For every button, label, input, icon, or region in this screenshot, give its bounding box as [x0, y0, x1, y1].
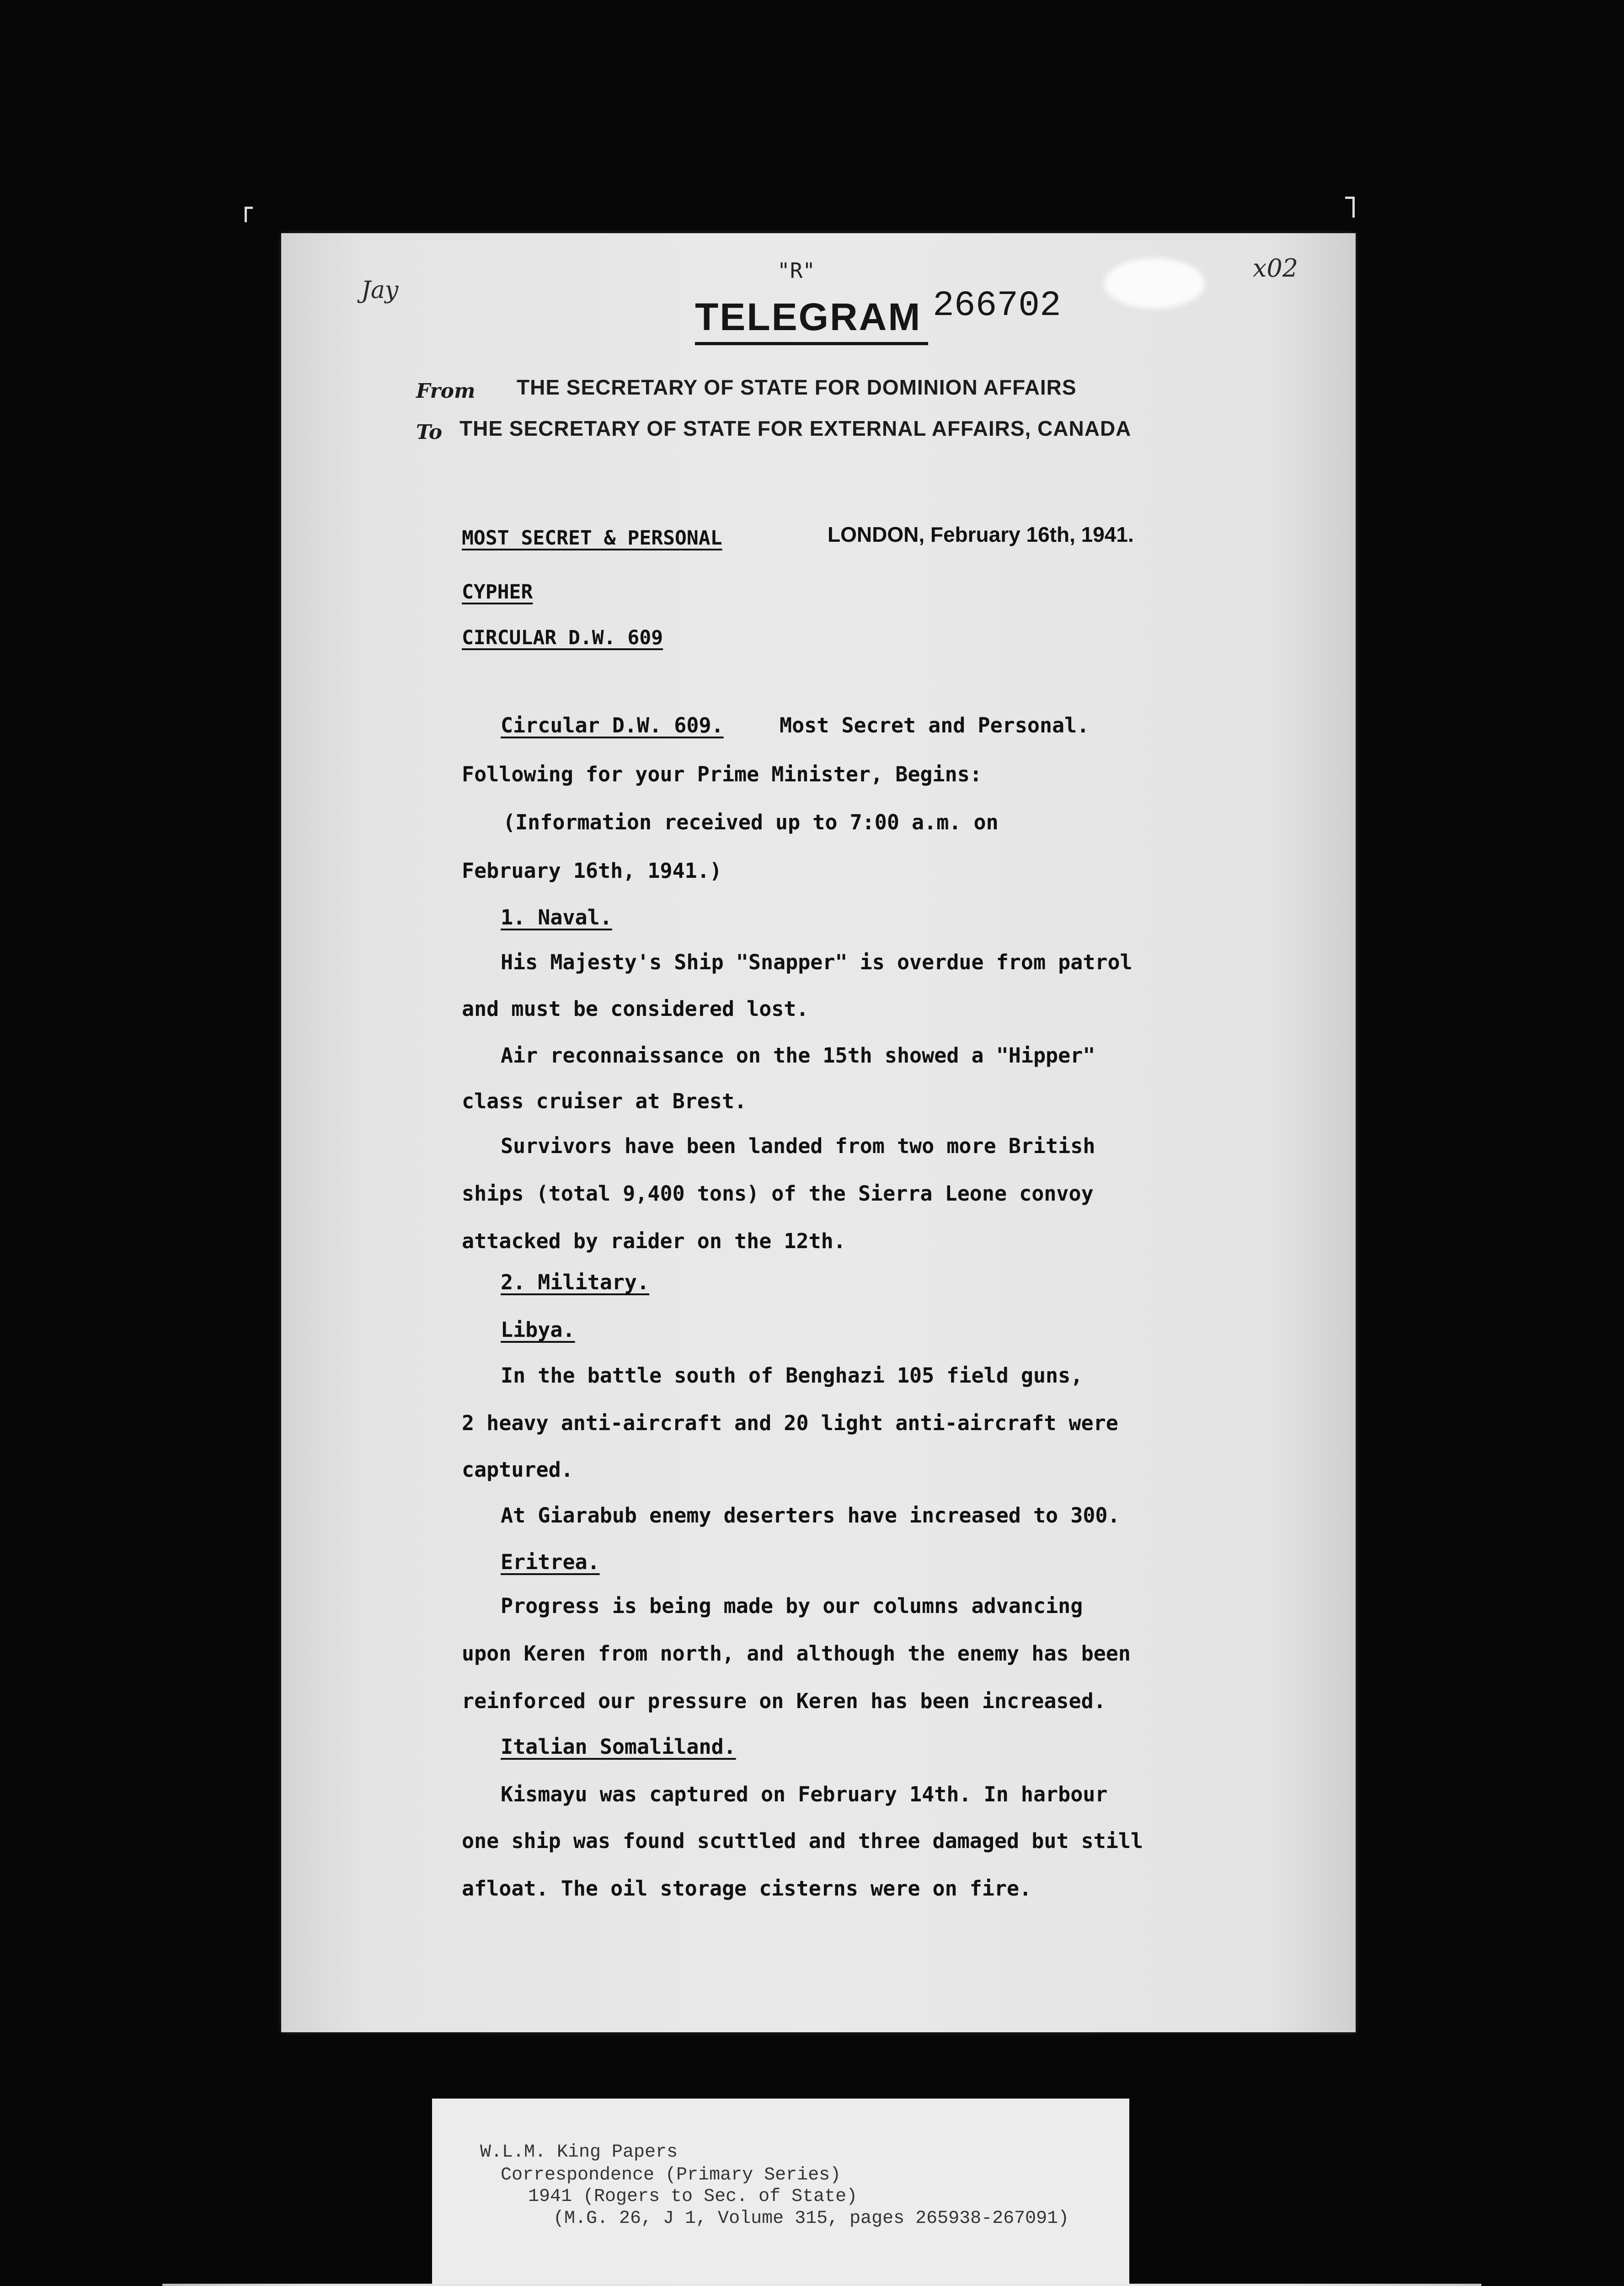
body-line: 1. Naval.: [501, 905, 612, 929]
body-line: 2 heavy anti-aircraft and 20 light anti-aircraft were: [462, 1411, 1118, 1435]
body-line: Progress is being made by our columns advancing: [501, 1594, 1083, 1618]
crop-mark-right: [1352, 197, 1355, 218]
body-line: class cruiser at Brest.: [462, 1089, 747, 1113]
body-line: upon Keren from north, and although the enemy has been: [462, 1641, 1131, 1666]
slip-line: W.L.M. King Papers: [480, 2142, 678, 2163]
paper-smudge: [1104, 258, 1205, 309]
body-line: In the battle south of Benghazi 105 field guns,: [501, 1363, 1083, 1388]
crop-mark-right-h: [1345, 197, 1354, 199]
body-line: and must be considered lost.: [462, 997, 809, 1021]
title-underline: [695, 342, 928, 345]
body-line: (Information received up to 7:00 a.m. on: [503, 810, 999, 834]
from-label: From: [416, 379, 475, 403]
body-line: His Majesty's Ship "Snapper" is overdue from patrol: [501, 950, 1133, 974]
slip-line: Correspondence (Primary Series): [501, 2165, 841, 2185]
body-line: Following for your Prime Minister, Begins:: [462, 762, 982, 786]
place-date: LONDON, February 16th, 1941.: [828, 523, 1134, 546]
circular-ref: CIRCULAR D.W. 609: [462, 626, 663, 649]
body-line: Most Secret and Personal.: [780, 713, 1090, 737]
handwritten-number: x02: [1253, 254, 1298, 283]
classification: MOST SECRET & PERSONAL: [462, 527, 722, 550]
body-line: Air reconnaissance on the 15th showed a "Hipper": [501, 1043, 1095, 1068]
from-text: THE SECRETARY OF STATE FOR DOMINION AFFAIRS: [517, 375, 1077, 399]
crop-mark-left: [245, 207, 247, 222]
body-line: Libya.: [501, 1318, 575, 1342]
body-line: reinforced our pressure on Keren has been increased.: [462, 1689, 1106, 1713]
body-line: 2. Military.: [501, 1270, 650, 1294]
telegram-title: TELEGRAM: [695, 295, 922, 338]
to-label: To: [416, 421, 443, 444]
method: CYPHER: [462, 581, 533, 604]
telegram-number: 266702: [933, 286, 1061, 326]
body-line: Circular D.W. 609.: [501, 713, 724, 737]
archive-reference-slip: [432, 2099, 1129, 2284]
body-line: captured.: [462, 1458, 573, 1482]
public-archives-plate: [162, 2284, 1481, 2286]
body-line: Italian Somaliland.: [501, 1735, 736, 1759]
slip-line: (M.G. 26, J 1, Volume 315, pages 265938-267091): [553, 2208, 1069, 2229]
body-line: ships (total 9,400 tons) of the Sierra Leone convoy: [462, 1181, 1094, 1206]
body-line: At Giarabub enemy deserters have increased to 300.: [501, 1503, 1120, 1528]
slip-line: 1941 (Rogers to Sec. of State): [528, 2186, 858, 2207]
body-line: Kismayu was captured on February 14th. In harbour: [501, 1782, 1108, 1806]
body-line: one ship was found scuttled and three damaged but still: [462, 1829, 1143, 1853]
to-text: THE SECRETARY OF STATE FOR EXTERNAL AFFAIRS, CANADA: [459, 417, 1132, 440]
body-line: Survivors have been landed from two more British: [501, 1134, 1095, 1158]
handwritten-mark: Jay: [361, 277, 399, 304]
telegram-sheet: [281, 233, 1356, 2032]
body-line: afloat. The oil storage cisterns were on fire.: [462, 1876, 1032, 1901]
crop-mark-left-h: [245, 207, 253, 209]
body-line: attacked by raider on the 12th.: [462, 1229, 846, 1253]
telegram-code: "R": [777, 258, 816, 283]
body-line: February 16th, 1941.): [462, 859, 722, 883]
body-line: Eritrea.: [501, 1550, 600, 1574]
